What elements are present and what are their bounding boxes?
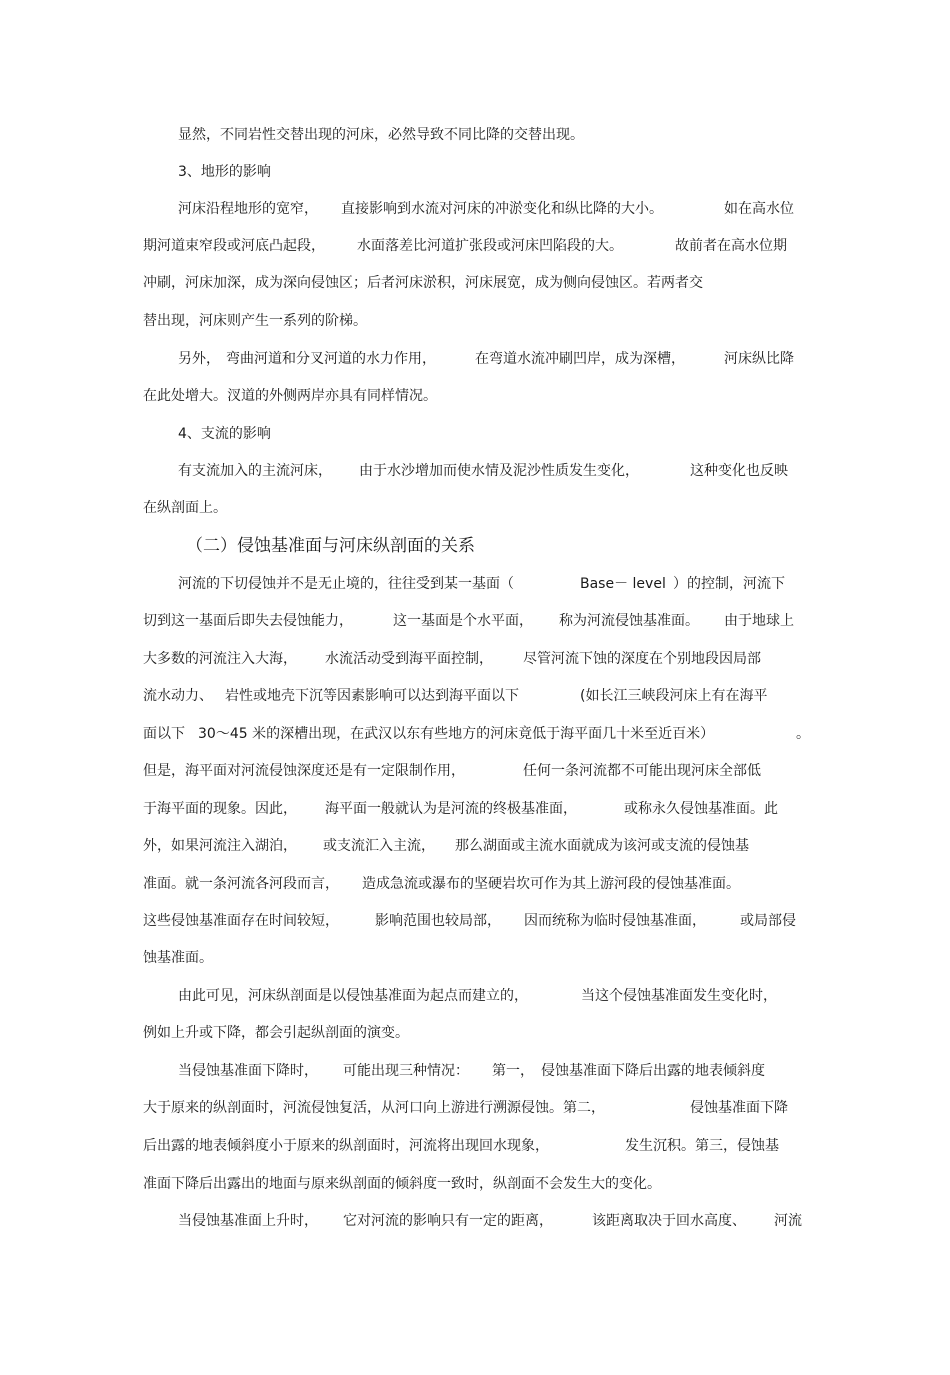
text-segment: 因而统称为临时侵蚀基准面， <box>524 913 706 929</box>
text-segment: 任何一条河流都不可能出现河床全部低 <box>523 763 761 779</box>
text-segment: 直接影响到水流对河床的冲淤变化和纵比降的大小。 <box>341 201 663 217</box>
text-segment: 大于原来的纵剖面时，河流侵蚀复活，从河口向上游进行溯源侵蚀。第二， <box>143 1100 605 1116</box>
text-segment: 有支流加入的主流河床， <box>178 463 332 479</box>
text-line <box>0 944 950 972</box>
text-segment: 蚀基准面。 <box>143 950 213 966</box>
text-line <box>0 682 950 710</box>
text-segment: 替出现，河床则产生一系列的阶梯。 <box>143 313 367 329</box>
text-segment: 称为河流侵蚀基准面。 <box>559 613 699 629</box>
text-line <box>0 1019 950 1047</box>
text-segment: 30～45 米的深槽出现，在武汉以东有些地方的河床竟低于海平面几十米至近百米） <box>198 726 715 742</box>
text-segment: 第一， <box>492 1063 534 1079</box>
text-line <box>0 1132 950 1160</box>
text-segment: 例如上升或下降，都会引起纵剖面的演变。 <box>143 1025 409 1041</box>
text-segment: 这一基面是个水平面， <box>393 613 533 629</box>
text-segment: 发生沉积。第三，侵蚀基 <box>625 1138 779 1154</box>
text-segment: 当这个侵蚀基准面发生变化时， <box>581 988 777 1004</box>
heading-text: 3、地形的影响 <box>178 164 271 180</box>
text-segment: 在此处增大。汊道的外侧两岸亦具有同样情况。 <box>143 388 437 404</box>
text-line <box>0 1207 950 1235</box>
main-section-heading <box>0 532 950 560</box>
text-segment: 河流 <box>774 1213 802 1229</box>
text-line <box>0 457 950 485</box>
text-segment: 由于地球上 <box>724 613 794 629</box>
text-segment: 河床纵比降 <box>724 351 794 367</box>
text-line <box>0 870 950 898</box>
text-segment: 故前者在高水位期 <box>675 238 787 254</box>
text-line <box>0 494 950 522</box>
text-segment: 水流活动受到海平面控制， <box>325 651 493 667</box>
text-segment: 冲刷，河床加深，成为深向侵蚀区；后者河床淤积，河床展宽，成为侧向侵蚀区。若两者交 <box>143 275 703 291</box>
text-segment: 大多数的河流注入大海， <box>143 651 297 667</box>
text-segment: 水面落差比河道扩张段或河床凹陷段的大。 <box>357 238 623 254</box>
text-line <box>0 982 950 1010</box>
text-segment: 或称永久侵蚀基准面。此 <box>624 801 778 817</box>
text-segment: 流水动力、 <box>143 688 213 704</box>
text-segment: 弯曲河道和分叉河道的水力作用， <box>226 351 436 367</box>
text-segment: 侵蚀基准面下降后出露的地表倾斜度 <box>541 1063 765 1079</box>
text-line <box>0 121 950 149</box>
text-segment: 如在高水位 <box>724 201 794 217</box>
text-line <box>0 1094 950 1122</box>
text-segment: 期河道束窄段或河底凸起段， <box>143 238 325 254</box>
text-segment: 或局部侵 <box>740 913 796 929</box>
text-segment: 河流的下切侵蚀并不是无止境的，往往受到某一基面（ <box>178 576 514 592</box>
text-segment: 当侵蚀基准面下降时， <box>178 1063 318 1079</box>
text-segment: 尽管河流下蚀的深度在个别地段因局部 <box>523 651 761 667</box>
text-line <box>0 232 950 260</box>
text-segment: 在纵剖面上。 <box>143 500 227 516</box>
text-segment: 后出露的地表倾斜度小于原来的纵剖面时，河流将出现回水现象， <box>143 1138 549 1154</box>
text-line <box>0 645 950 673</box>
text-segment: 造成急流或瀑布的坚硬岩坎可作为其上游河段的侵蚀基准面。 <box>362 876 740 892</box>
text-segment: ）的控制，河流下 <box>673 576 785 592</box>
text-segment: 由此可见，河床纵剖面是以侵蚀基准面为起点而建立的， <box>178 988 528 1004</box>
text-line <box>0 570 950 598</box>
text-line <box>0 1170 950 1198</box>
text-segment: 另外， <box>178 351 220 367</box>
text-line <box>0 382 950 410</box>
text-segment: 面以下 <box>143 726 185 742</box>
text-segment: 可能出现三种情况： <box>343 1063 469 1079</box>
text-line <box>0 907 950 935</box>
section-heading <box>0 158 950 186</box>
text-line <box>0 195 950 223</box>
text-line <box>0 269 950 297</box>
text-segment: 侵蚀基准面下降 <box>690 1100 788 1116</box>
text-segment: 该距离取决于回水高度、 <box>592 1213 746 1229</box>
text-segment: 河床沿程地形的宽窄， <box>178 201 318 217</box>
text-segment: 海平面一般就认为是河流的终极基准面， <box>325 801 577 817</box>
text-segment: 由于水沙增加而使水情及泥沙性质发生变化， <box>359 463 639 479</box>
text-line <box>0 720 950 748</box>
text-segment: 显然，不同岩性交替出现的河床，必然导致不同比降的交替出现。 <box>178 127 584 143</box>
text-line <box>0 307 950 335</box>
text-segment: 那么湖面或主流水面就成为该河或支流的侵蚀基 <box>455 838 749 854</box>
text-segment: 影响范围也较局部， <box>375 913 501 929</box>
text-segment: 切到这一基面后即失去侵蚀能力， <box>143 613 353 629</box>
heading-text: 4、支流的影响 <box>178 426 271 442</box>
text-segment: 于海平面的现象。因此， <box>143 801 297 817</box>
text-segment: Base－ level <box>580 576 666 592</box>
text-segment: 在弯道水流冲刷凹岸，成为深槽， <box>475 351 685 367</box>
text-line <box>0 757 950 785</box>
text-line <box>0 1057 950 1085</box>
text-segment: 但是，海平面对河流侵蚀深度还是有一定限制作用， <box>143 763 465 779</box>
text-segment: 它对河流的影响只有一定的距离， <box>343 1213 553 1229</box>
text-segment: 。 <box>796 726 810 742</box>
text-line <box>0 832 950 860</box>
text-line <box>0 345 950 373</box>
text-segment: 外，如果河流注入湖泊， <box>143 838 297 854</box>
text-segment: (如长江三峡段河床上有在海平 <box>580 688 768 704</box>
text-segment: 当侵蚀基准面上升时， <box>178 1213 318 1229</box>
text-line <box>0 795 950 823</box>
text-segment: 这些侵蚀基准面存在时间较短， <box>143 913 339 929</box>
text-segment: 准面。就一条河流各河段而言， <box>143 876 339 892</box>
text-segment: 或支流汇入主流， <box>323 838 435 854</box>
section-heading <box>0 420 950 448</box>
text-segment: 这种变化也反映 <box>690 463 788 479</box>
heading-text: （二）侵蚀基准面与河床纵剖面的关系 <box>186 536 475 556</box>
text-segment: 准面下降后出露出的地面与原来纵剖面的倾斜度一致时，纵剖面不会发生大的变化。 <box>143 1176 661 1192</box>
text-line <box>0 607 950 635</box>
text-segment: 岩性或地壳下沉等因素影响可以达到海平面以下 <box>225 688 519 704</box>
